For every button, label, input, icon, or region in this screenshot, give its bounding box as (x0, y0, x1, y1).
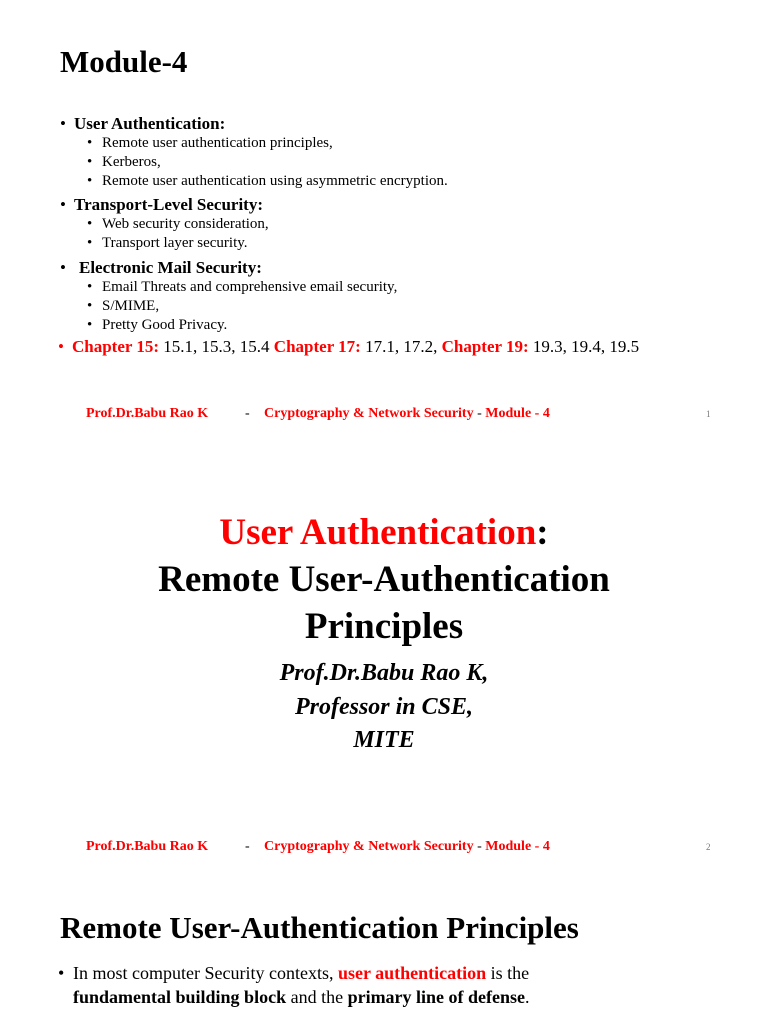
chapter-references: • Chapter 15: 15.1, 15.3, 15.4 Chapter 17: 17.1, 17.2, Chapter 19: 19.3, 19.4, 19.5 (58, 337, 640, 356)
section-heading: • User Authentication: (60, 114, 226, 133)
page-number: 1 (706, 409, 711, 419)
paragraph-line: • In most computer Security contexts, user authentication is the (58, 963, 530, 983)
list-item: • Pretty Good Privacy. (87, 317, 228, 333)
list-item: • S/MIME, (87, 298, 160, 314)
section-heading: • Electronic Mail Security: (60, 258, 262, 277)
list-item: • Remote user authentication principles, (87, 135, 333, 151)
footer-course: Cryptography & Network Security - Module - 4 (264, 406, 550, 421)
author-role: Professor in CSE, (294, 694, 474, 720)
footer-author: Prof.Dr.Babu Rao K (86, 839, 209, 854)
list-item: • Transport layer security. (87, 235, 248, 251)
list-item: • Kerberos, (87, 154, 161, 170)
slide-title: User Authentication: (219, 512, 549, 553)
section-heading: • Transport-Level Security: (60, 195, 264, 214)
slide-subtitle: Principles (304, 606, 464, 647)
footer-author: Prof.Dr.Babu Rao K (86, 406, 209, 421)
list-item: • Web security consideration, (87, 216, 269, 232)
list-item: • Email Threats and comprehensive email security, (87, 279, 398, 295)
footer-course: Cryptography & Network Security - Module - 4 (264, 839, 550, 854)
slide-subtitle: Remote User-Authentication (158, 559, 610, 600)
slide-title: Remote User-Authentication Principles (60, 910, 579, 945)
footer-separator: - (245, 839, 250, 854)
page-number: 2 (706, 842, 711, 852)
author-name: Prof.Dr.Babu Rao K, (279, 660, 489, 686)
author-org: MITE (353, 727, 415, 753)
list-item: • Remote user authentication using asymmetric encryption. (87, 173, 448, 189)
footer-separator: - (245, 406, 250, 421)
slide-title: Module-4 (60, 44, 188, 79)
paragraph-line: fundamental building block and the primary line of defense. (73, 987, 530, 1007)
